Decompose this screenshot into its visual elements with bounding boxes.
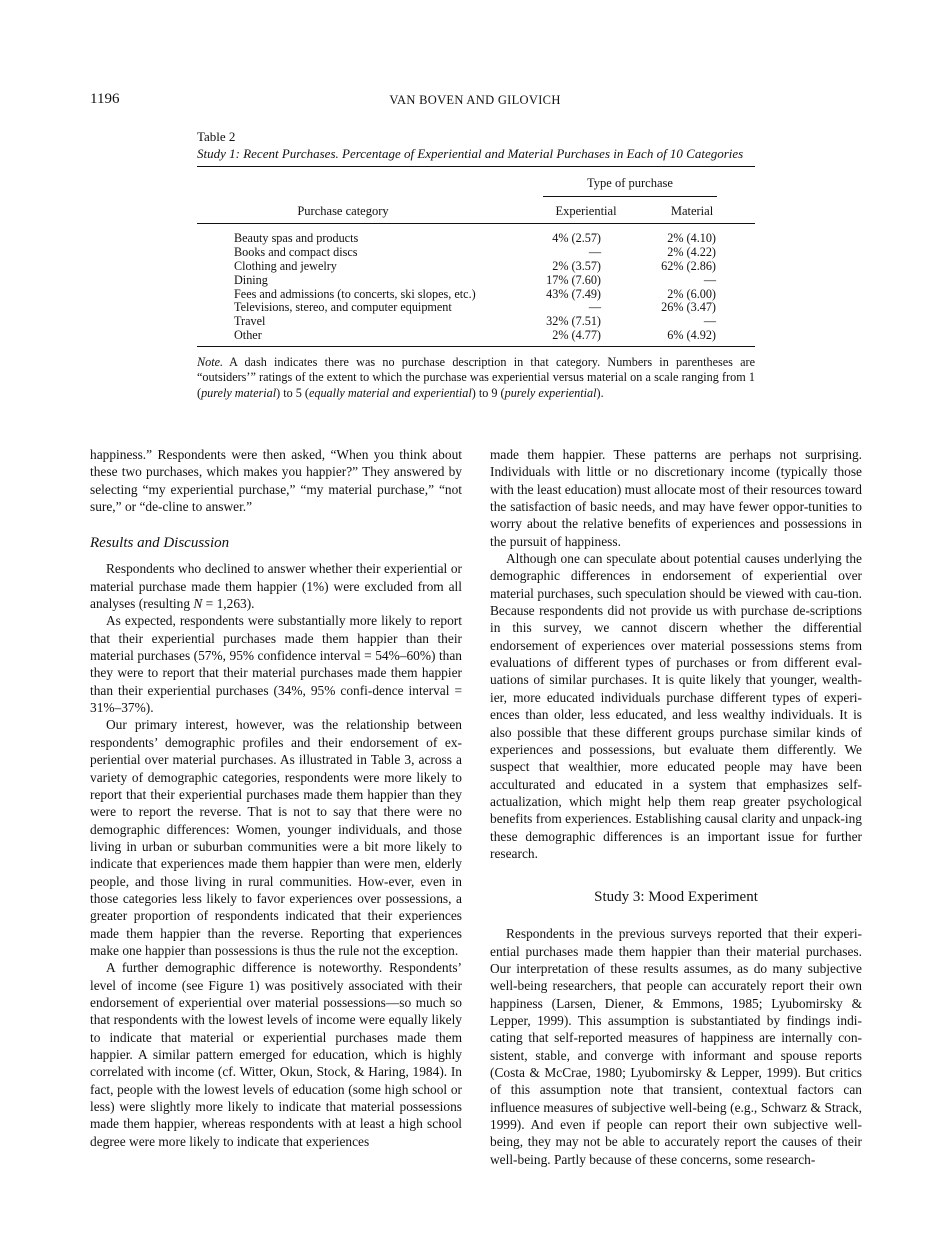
table-bottom-rule	[197, 346, 755, 347]
right-column	[490, 446, 862, 1168]
row-material: —	[703, 314, 716, 329]
table-row	[197, 288, 755, 302]
table-header	[197, 167, 755, 223]
row-experiential: 4% (2.57)	[552, 231, 601, 245]
row-category: Fees and admissions (to concerts, ski slopes, etc.)	[234, 286, 476, 301]
row-experiential: 17% (7.60)	[546, 272, 601, 287]
note-italic: equally material and experiential	[308, 385, 472, 400]
study-heading: Study 3: Mood Experiment	[594, 889, 758, 906]
column-header-material: Material	[670, 204, 714, 218]
row-category: Dining	[234, 272, 268, 287]
paragraph-text: = 1,263).	[202, 596, 255, 612]
table-body	[197, 224, 755, 346]
body-paragraph: Although one can speculate about potential causes underlying the demographic differences in endorsement of experiential over material purchases, such speculation should be viewed with cau-tion. Because respondents did not provide us with purchase de-scriptions in this survey, we cannot discern whether the differential endorsement of experiences over material possessions stems from evaluations of different types of purchases or from different eval-uations of similar purchases. It is quite likely that younger, wealth-ier, more educated individuals purchase different types of experi-ences than older, less educated, and less wealthy individuals. It is also possible that these different groups purchase similar kinds of experiences and possessions, but evaluate them differently. We suspect that wealthier, more educated people may have been acculturated and educated in a system that emphasizes self-actualization, which might help them reap greater psychological benefits from experiences. Establishing causal clarity and unpack-ing these demographic differences is an important issue for further research.	[490, 551, 862, 861]
table-row	[197, 246, 755, 260]
row-experiential: —	[588, 300, 601, 315]
row-category: Televisions, stereo, and computer equipment	[234, 300, 452, 315]
table-row	[197, 274, 755, 288]
table-spanner-rule	[543, 196, 717, 197]
row-experiential: 2% (3.57)	[552, 258, 601, 273]
column-header-experiential: Experiential	[555, 204, 617, 218]
row-category: Beauty spas and products	[234, 231, 359, 245]
table-note	[197, 355, 755, 401]
row-category: Books and compact discs	[234, 244, 358, 259]
table-row	[197, 329, 755, 343]
paragraph-text: Respondents who declined to answer whether their experiential or material purchase made them happier (1%) were excluded from all analyses (resulting	[90, 561, 462, 612]
table-row	[197, 315, 755, 329]
row-experiential: 2% (4.77)	[552, 328, 601, 343]
table-title: Study 1: Recent Purchases. Percentage of Experiential and Material Purchases in Each of 10 Categories	[197, 146, 744, 161]
table-spanner-heading: Type of purchase	[587, 176, 673, 190]
table-row	[197, 301, 755, 315]
note-italic: purely material	[201, 385, 277, 400]
body-paragraph	[90, 560, 462, 612]
row-material: —	[703, 272, 716, 287]
left-column	[90, 446, 462, 1150]
note-text: A dash indicates there was no purchase description in that category. Numbers in parentheses are “outsiders’” ratings of the extent to which the purchase was experiential versus material on a scale ranging from 1 (	[197, 355, 755, 400]
row-material: 6% (4.92)	[667, 328, 716, 343]
body-paragraph: made them happier. These patterns are perhaps not surprising. Individuals with little or no discretionary income (typically those with the least education) must allocate most of their resources toward the satisfaction of basic needs, and may have fewer oppor-tunities to worry about the relative benefits of experiences and possessions in the pursuit of happiness.	[490, 447, 862, 549]
table-2	[197, 128, 755, 401]
row-category: Clothing and jewelry	[234, 258, 337, 273]
row-material: 62% (2.86)	[661, 258, 716, 273]
row-material: 2% (4.22)	[667, 244, 716, 259]
note-label: Note.	[197, 355, 224, 370]
page-number: 1196	[90, 91, 120, 107]
note-text: ) to 5 (	[276, 385, 309, 400]
column-header-category: Purchase category	[297, 204, 389, 218]
row-experiential: 43% (7.49)	[546, 286, 601, 301]
row-experiential: —	[588, 244, 601, 259]
row-category: Travel	[234, 314, 266, 329]
table-row	[197, 260, 755, 274]
row-material: 2% (6.00)	[667, 286, 716, 301]
section-heading: Results and Discussion	[90, 535, 230, 552]
body-paragraph: A further demographic difference is noteworthy. Respondents’ level of income (see Figure 1) was positively associated with their endorsement of experiential over material possessions—so much so that respondents with the lowest levels of income were equally likely to indicate that material or experiential purchases made them happier. A similar pattern emerged for education, which is highly correlated with income (cf. Witter, Okun, Stock, & Haring, 1984). In fact, people with the lowest levels of education (some high school or less) were slightly more likely to indicate that material possessions made them happier, whereas respondents with at least a high school degree were more likely to indicate that experiences	[90, 960, 462, 1149]
row-material: 26% (3.47)	[661, 300, 716, 315]
body-paragraph: happiness.” Respondents were then asked, “When you think about these two purchases, which makes you happier?” They answered by selecting “my experiential purchase,” “my material purchase,” “not sure,” or “de-cline to answer.”	[90, 447, 462, 515]
row-category: Other	[234, 328, 262, 343]
note-text: ).	[596, 385, 604, 400]
table-label: Table 2	[197, 129, 236, 144]
body-paragraph: As expected, respondents were substantially more likely to report that their experiential purchases made them happier than their material purchases (57%, 95% confidence interval = 54%–60%) than they were to report that their material purchases made them happier than their experiential purchases (34%, 95% confi-dence interval = 31%–37%).	[90, 613, 462, 716]
body-paragraph: Our primary interest, however, was the relationship between respondents’ demographic profiles and their endorsement of ex-periential over material purchases. As illustrated in Table 3, across a variety of demographic categories, respondents were more likely to report that their experiential purchases made them happier than they were to report the reverse. That is not to say that there were no demographic differences: Women, younger individuals, and those living in urban or suburban communities were a bit more likely to indicate that experiences made them happier than were men, elderly people, and those living in rural communities. How-ever, even in those categories less likely to favor experiences over possessions, a greater proportion of respondents indicated that their experiences made them happier than the reverse. Reporting that experiences make one happier than possessions is thus the rule not the exception.	[90, 717, 462, 958]
row-experiential: 32% (7.51)	[546, 314, 601, 329]
body-paragraph: Respondents in the previous surveys reported that their experi-ential purchases made them happier than their material purchases. Our interpretation of these results assumes, as do many subjective well-being researchers, that people can accurately report their own happiness (Larsen, Diener, & Emmons, 1985; Lyubomirsky & Lepper, 1999). This assumption is substantiated by findings indi-cating that self-reported measures of happiness are internally con-sistent, stable, and converge with informant and spouse reports (Costa & McCrae, 1980; Lyubomirsky & Lepper, 1999). But critics of this assumption note that transient, contextual factors can influence measures of subjective well-being (e.g., Schwarz & Strack, 1999). And even if people can report their own subjective well-being, they may not be able to accurately report the causes of their well-being. Partly because of these concerns, some research-	[490, 926, 862, 1167]
note-italic: purely experiential	[504, 385, 597, 400]
running-head: VAN BOVEN AND GILOVICH	[389, 93, 561, 107]
table-row	[197, 232, 755, 246]
italic-variable: N	[193, 596, 203, 612]
note-text: ) to 9 (	[471, 385, 505, 400]
row-material: 2% (4.10)	[667, 231, 716, 245]
